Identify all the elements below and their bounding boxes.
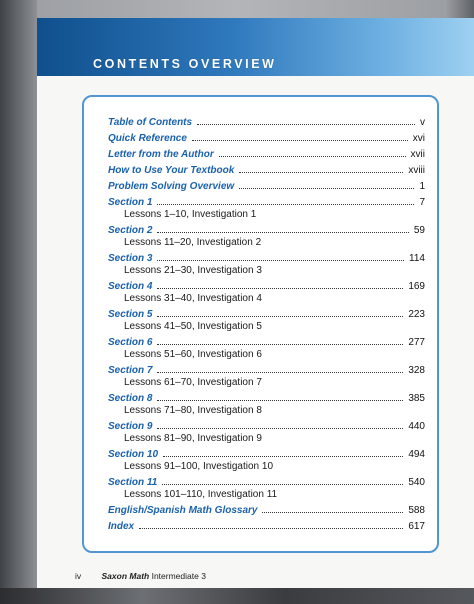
- toc-entry-label[interactable]: Letter from the Author: [108, 149, 214, 160]
- dot-leader: [157, 371, 403, 373]
- toc-entry-row: [108, 165, 425, 179]
- toc-entry-label[interactable]: English/Spanish Math Glossary: [108, 505, 258, 516]
- toc-entry-label[interactable]: Section 7: [108, 365, 153, 376]
- dot-leader: [157, 343, 403, 345]
- toc-entry[interactable]: [108, 505, 425, 519]
- toc-entry[interactable]: [108, 281, 425, 304]
- toc-entry[interactable]: [108, 365, 425, 388]
- toc-entry-sublabel: Lessons 21–30, Investigation 3: [124, 265, 262, 276]
- toc-entry-label[interactable]: Problem Solving Overview: [108, 181, 235, 192]
- toc-entry-label[interactable]: Index: [108, 521, 135, 532]
- toc-entry-label[interactable]: Section 3: [108, 253, 153, 264]
- toc-entry-sublabel: Lessons 81–90, Investigation 9: [124, 433, 262, 444]
- dot-leader: [157, 203, 414, 205]
- page-title: CONTENTS OVERVIEW: [93, 57, 277, 71]
- toc-entry-sublabel: Lessons 61–70, Investigation 7: [124, 377, 262, 388]
- toc-entry[interactable]: [108, 477, 425, 500]
- toc-entry-page: v: [420, 117, 425, 128]
- dot-leader: [197, 123, 415, 125]
- toc-entry-label[interactable]: Section 6: [108, 337, 153, 348]
- toc-entry[interactable]: [108, 421, 425, 444]
- toc-entry-page: 617: [408, 521, 425, 532]
- footer-page-number: iv: [75, 571, 82, 581]
- toc-entry-page: 440: [408, 421, 425, 432]
- dot-leader: [163, 455, 403, 457]
- toc-entry-page: 385: [408, 393, 425, 404]
- toc-entry[interactable]: [108, 197, 425, 220]
- toc-entry[interactable]: [108, 253, 425, 276]
- dot-leader: [157, 399, 403, 401]
- dot-leader: [162, 483, 403, 485]
- toc-entry-sublabel: Lessons 91–100, Investigation 10: [124, 461, 273, 472]
- toc-entry-page: xvi: [412, 133, 425, 144]
- toc-entry-label[interactable]: Section 11: [108, 477, 158, 488]
- footer-book-subtitle: Intermediate 3: [151, 571, 206, 581]
- dot-leader: [262, 511, 403, 513]
- toc-entry-page: 169: [408, 281, 425, 292]
- toc-entry[interactable]: [108, 521, 425, 535]
- dot-leader: [157, 427, 403, 429]
- toc-entry-label[interactable]: Section 10: [108, 449, 159, 460]
- toc-entry-label[interactable]: Section 4: [108, 281, 153, 292]
- toc-entry-page: 114: [409, 253, 425, 264]
- toc-entry[interactable]: [108, 133, 425, 147]
- scan-bottom-edge: [0, 588, 474, 604]
- page-footer: [75, 571, 206, 581]
- contents-box: [82, 95, 439, 553]
- dot-leader: [139, 527, 403, 529]
- toc-entry-page: xviii: [408, 165, 425, 176]
- dot-leader: [157, 315, 403, 317]
- toc-entry-row: [108, 117, 425, 131]
- toc-entry-label[interactable]: Table of Contents: [108, 117, 193, 128]
- toc-entry-page: 494: [408, 449, 425, 460]
- dot-leader: [157, 259, 404, 261]
- toc-entry-sublabel: Lessons 1–10, Investigation 1: [124, 209, 257, 220]
- toc-entry[interactable]: [108, 181, 425, 195]
- toc-entry-page: 7: [419, 197, 425, 208]
- toc-entry-sublabel: Lessons 31–40, Investigation 4: [124, 293, 262, 304]
- toc-entry[interactable]: [108, 149, 425, 163]
- toc-entry-sublabel: Lessons 51–60, Investigation 6: [124, 349, 262, 360]
- dot-leader: [157, 231, 408, 233]
- toc-entry-label[interactable]: Section 2: [108, 225, 153, 236]
- toc-entry[interactable]: [108, 225, 425, 248]
- toc-entry-label[interactable]: Quick Reference: [108, 133, 187, 144]
- toc-entry-label[interactable]: How to Use Your Textbook: [108, 165, 235, 176]
- toc-entry-row: [108, 521, 425, 535]
- toc-entry-page: 59: [413, 225, 425, 236]
- toc-entry[interactable]: [108, 393, 425, 416]
- toc-entry-label[interactable]: Section 8: [108, 393, 153, 404]
- scan-edge-shadow: [0, 0, 37, 604]
- toc-entry-sublabel: Lessons 11–20, Investigation 2: [124, 237, 262, 248]
- toc-entry-row: [108, 505, 425, 519]
- footer-book-title: Saxon Math: [101, 571, 150, 581]
- toc-entry[interactable]: [108, 449, 425, 472]
- toc-entry-page: 223: [408, 309, 425, 320]
- toc-entry-page: 1: [419, 181, 425, 192]
- toc-entry[interactable]: [108, 337, 425, 360]
- toc-entry-page: xvii: [410, 149, 425, 160]
- toc-entry-page: 588: [408, 505, 425, 516]
- toc-entry[interactable]: [108, 165, 425, 179]
- toc-entry-page: 328: [408, 365, 425, 376]
- toc-entry-row: [108, 133, 425, 147]
- toc-entry-row: [108, 149, 425, 163]
- toc-entry-page: 540: [408, 477, 425, 488]
- toc-entry-sublabel: Lessons 71–80, Investigation 8: [124, 405, 262, 416]
- dot-leader: [157, 287, 403, 289]
- toc-entry-label[interactable]: Section 9: [108, 421, 153, 432]
- dot-leader: [192, 139, 408, 141]
- dot-leader: [239, 171, 403, 173]
- toc-entry-page: 277: [408, 337, 425, 348]
- toc-entry-sublabel: Lessons 101–110, Investigation 11: [124, 489, 278, 500]
- dot-leader: [239, 187, 414, 189]
- toc-entry[interactable]: [108, 309, 425, 332]
- toc-entry-sublabel: Lessons 41–50, Investigation 5: [124, 321, 262, 332]
- toc-entry[interactable]: [108, 117, 425, 131]
- toc-entry-row: [108, 181, 425, 195]
- toc-entry-label[interactable]: Section 1: [108, 197, 153, 208]
- dot-leader: [219, 155, 406, 157]
- toc-entry-label[interactable]: Section 5: [108, 309, 153, 320]
